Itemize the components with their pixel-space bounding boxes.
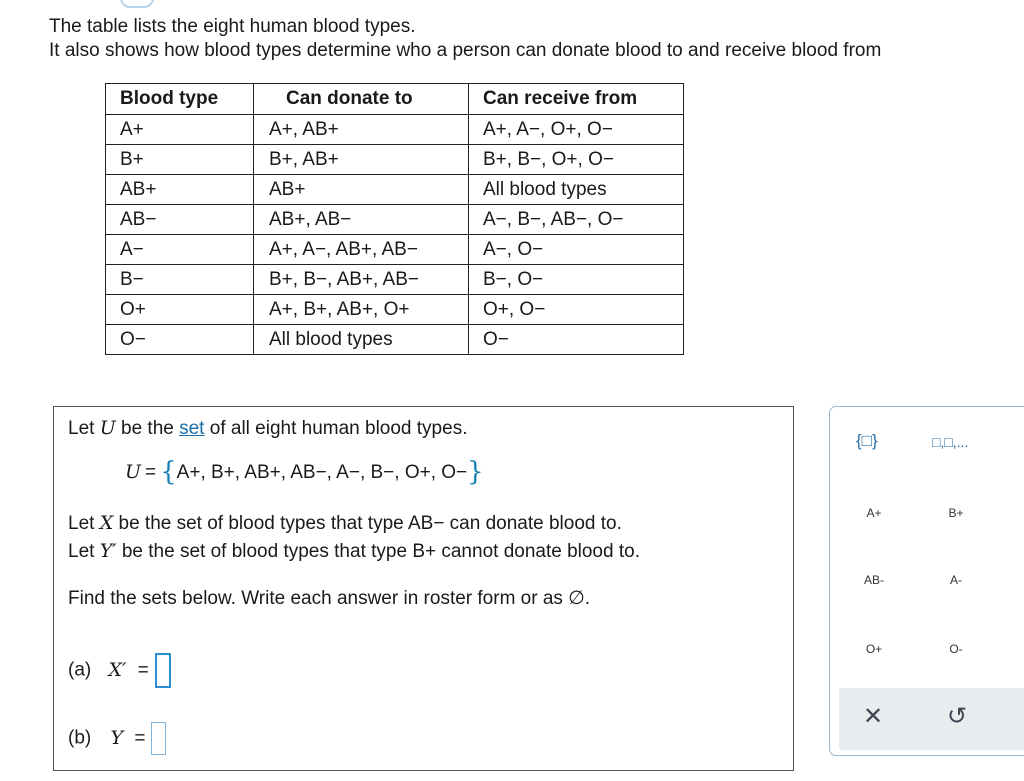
set-braces-button[interactable]: {□} xyxy=(856,431,878,450)
variable-u: U xyxy=(99,417,116,439)
list-button[interactable]: □,□,... xyxy=(932,434,969,450)
clear-icon[interactable]: ✕ xyxy=(862,703,884,730)
question-panel xyxy=(53,406,794,771)
key-b-plus[interactable]: B+ xyxy=(948,506,964,520)
table-header-row xyxy=(106,84,684,115)
x-definition xyxy=(68,512,622,535)
header-blood-type: Blood type xyxy=(106,84,254,115)
table-row xyxy=(106,265,684,295)
cell-can-receive: A−, B−, AB−, O− xyxy=(469,205,684,235)
table-row xyxy=(106,295,684,325)
cell-blood-type: A+ xyxy=(106,115,254,145)
cell-can-donate: All blood types xyxy=(254,325,469,355)
table-row xyxy=(106,115,684,145)
table-row xyxy=(106,205,684,235)
part-b-var: Y xyxy=(110,726,124,749)
open-brace: { xyxy=(160,457,177,487)
cell-blood-type: O+ xyxy=(106,295,254,325)
cell-blood-type: O− xyxy=(106,325,254,355)
cell-blood-type: AB− xyxy=(106,205,254,235)
variable-x: X xyxy=(99,512,114,534)
header-can-donate-to: Can donate to xyxy=(254,84,469,115)
part-b-label: (b) xyxy=(68,727,92,749)
cell-can-donate: AB+, AB− xyxy=(254,205,469,235)
text-x-desc: be the set of blood types that type AB− can donate blood to. xyxy=(113,513,622,534)
text-let: Let xyxy=(68,418,100,439)
cell-can-donate: B+, AB+ xyxy=(254,145,469,175)
cell-can-receive: A+, A−, O+, O− xyxy=(469,115,684,145)
part-b xyxy=(68,722,166,755)
undo-icon[interactable]: ↺ xyxy=(946,703,968,730)
part-a-equals: = xyxy=(137,659,149,681)
cell-can-receive: O+, O− xyxy=(469,295,684,325)
blood-type-table xyxy=(105,83,684,355)
text-be-the: be the xyxy=(115,418,180,439)
universe-definition xyxy=(68,417,467,440)
answer-keypad xyxy=(829,406,1024,756)
close-brace: } xyxy=(467,457,484,487)
cell-blood-type: B− xyxy=(106,265,254,295)
cell-can-receive: B+, B−, O+, O− xyxy=(469,145,684,175)
cell-blood-type: A− xyxy=(106,235,254,265)
key-o-plus[interactable]: O+ xyxy=(865,642,883,656)
text-let: Let xyxy=(68,513,100,534)
table-row xyxy=(106,175,684,205)
set-definition-link[interactable]: set xyxy=(179,418,205,439)
table-row xyxy=(106,235,684,265)
answer-input-b[interactable] xyxy=(151,722,166,755)
table-row xyxy=(106,325,684,355)
table-row xyxy=(106,145,684,175)
header-can-receive-from: Can receive from xyxy=(469,84,684,115)
universe-elements: A+, B+, AB+, AB−, A−, B−, O+, O− xyxy=(176,462,468,483)
text-y-desc: be the set of blood types that type B+ cannot donate blood to. xyxy=(116,541,640,562)
key-a-minus[interactable]: A- xyxy=(950,573,962,587)
cell-blood-type: AB+ xyxy=(106,175,254,205)
intro-line-1: The table lists the eight human blood types. xyxy=(49,16,416,37)
cell-can-donate: A+, B+, AB+, O+ xyxy=(254,295,469,325)
cell-can-receive: B−, O− xyxy=(469,265,684,295)
universe-set-expression xyxy=(125,457,484,487)
text-universe-desc: of all eight human blood types. xyxy=(204,418,468,439)
answer-input-a[interactable] xyxy=(155,653,171,688)
instruction-text: Find the sets below. Write each answer in roster form or as ∅. xyxy=(68,588,591,609)
part-b-equals: = xyxy=(134,727,146,749)
cell-can-receive: All blood types xyxy=(469,175,684,205)
cell-blood-type: B+ xyxy=(106,145,254,175)
intro-text xyxy=(49,15,881,63)
equals-sign: = xyxy=(145,462,157,483)
cell-can-donate: AB+ xyxy=(254,175,469,205)
part-a-var: X′ xyxy=(108,658,127,681)
part-a xyxy=(68,653,171,688)
cell-can-donate: A+, A−, AB+, AB− xyxy=(254,235,469,265)
cell-can-donate: A+, AB+ xyxy=(254,115,469,145)
key-o-minus[interactable]: O- xyxy=(949,642,963,656)
text-let: Let xyxy=(68,541,100,562)
intro-line-2: It also shows how blood types determine who a person can donate blood to and receive blood from xyxy=(49,40,882,61)
cell-can-donate: B+, B−, AB+, AB− xyxy=(254,265,469,295)
y-definition xyxy=(68,540,640,563)
key-ab-minus[interactable]: AB- xyxy=(863,573,884,587)
universe-var: U xyxy=(125,461,142,483)
cell-can-receive: A−, O− xyxy=(469,235,684,265)
variable-y-prime: Y′ xyxy=(99,540,117,562)
key-a-plus[interactable]: A+ xyxy=(866,506,882,520)
keypad-action-bar xyxy=(839,688,1024,750)
part-a-label: (a) xyxy=(68,659,92,681)
cell-can-receive: O− xyxy=(469,325,684,355)
top-partial-element xyxy=(120,0,154,8)
